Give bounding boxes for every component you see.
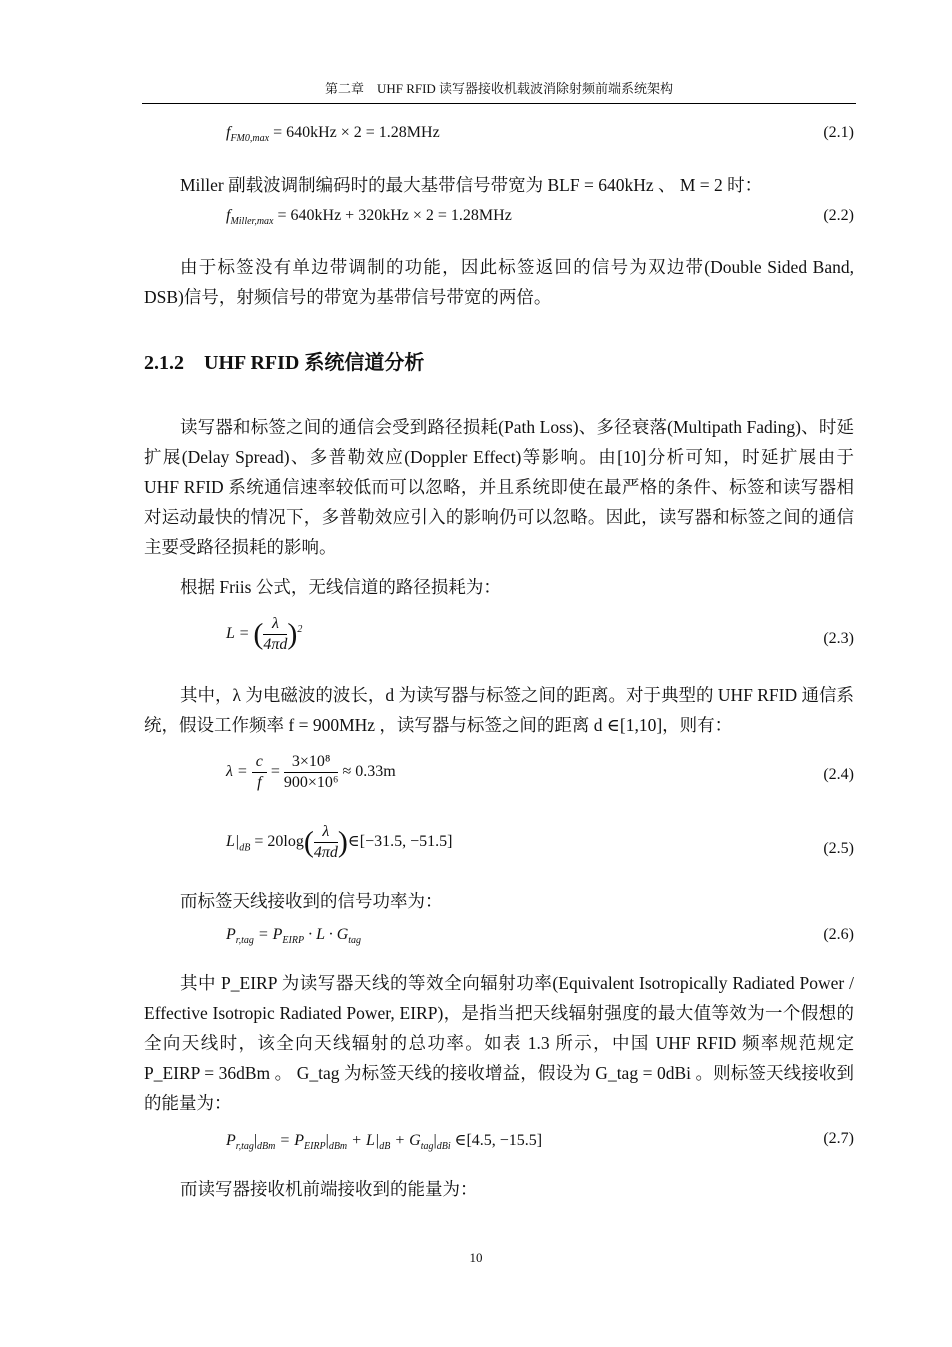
paragraph: 而读写器接收机前端接收到的能量为： bbox=[180, 1179, 478, 1199]
equation-2-3 bbox=[0, 612, 952, 668]
equation-formula: L = ( $\frac{\lambda}{4\pi d}$ )$^2$ bbox=[226, 615, 303, 653]
equation-2-5 bbox=[0, 822, 952, 878]
equation-formula: $f_{FM0,max} = 640kHz \times 2 = 1.28MHz$ bbox=[226, 124, 440, 145]
equation-2-7 bbox=[0, 1130, 952, 1170]
paragraph: Miller 副载波调制编码时的最大基带信号带宽为 BLF = 640kHz 、 M = 2 时： bbox=[180, 175, 763, 195]
equation-formula: $P_{r,tag} = P_{EIRP} \cdot L \cdot G_{tag}$ bbox=[226, 926, 362, 947]
paragraph: 读写器和标签之间的通信会受到路径损耗(Path Loss)、多径衰落(Multipath Fading)、时延扩展(Delay Spread)、多普勒效应(Doppler Effect)等影响。由[10]分析可知，时延扩展由于 UHF RFID 系统通信速率较低而可以忽略，并且系统即使在最严格的条件、标签和读写器相对运动最快的情况下，多普勒效应引入的影响仍可以忽略。因此，读写器和标签之间的通信主要受路径损耗的影响。 bbox=[144, 417, 854, 557]
equation-number: (2.1) bbox=[823, 124, 854, 141]
equation-number: (2.4) bbox=[823, 766, 854, 783]
equation-number: (2.2) bbox=[823, 207, 854, 224]
equation-formula: $P_{r,tag}|_{dBm} = P_{EIRP}|_{dBm} + L|_{dB} + G_{tag}|_{dBi}$ ∈[4.5, −15.5] bbox=[226, 1132, 543, 1153]
paragraph: 其中 P_EIRP 为读写器天线的等效全向辐射功率(Equivalent Isotropically Radiated Power / Effective Isotropic Radiated Power, EIRP)，是指当把天线辐射强度的最大值等效为一个假想的全向天线时，该全向天线辐射的总功率。如表 1.3 所示，中国 UHF RFID 频率规范规定 P_EIRP = 36dBm 。 G_tag 为标签天线的接收增益，假设为 G_tag = 0dBi 。则标签天线接收到的能量为： bbox=[144, 973, 854, 1113]
equation-2-1 bbox=[0, 124, 952, 164]
equation-formula: $L|_{dB} = 20\log$( $\frac{\lambda}{4\pi d}$ )∈[−31.5, −51.5] bbox=[226, 823, 453, 861]
running-header: 第二章 UHF RFID 读写器接收机载波消除射频前端系统架构 bbox=[142, 78, 856, 104]
paragraph: 根据 Friis 公式，无线信道的路径损耗为： bbox=[180, 577, 501, 597]
equation-number: (2.3) bbox=[823, 630, 854, 647]
equation-number: (2.5) bbox=[823, 840, 854, 857]
paragraph: 其中，λ 为电磁波的波长，d 为读写器与标签之间的距离。对于典型的 UHF RFID 通信系统，假设工作频率 f = 900MHz ，读写器与标签之间的距离 d ∈[1,10]，则有： bbox=[144, 685, 854, 735]
equation-number: (2.6) bbox=[823, 926, 854, 943]
equation-formula: $f_{Miller,max} = 640kHz + 320kHz \times 2 = 1.28MHz$ bbox=[226, 207, 512, 228]
section-heading: 2.1.2 UHF RFID 系统信道分析 bbox=[144, 352, 425, 374]
equation-number: (2.7) bbox=[823, 1130, 854, 1147]
equation-2-2 bbox=[0, 207, 952, 247]
paragraph: 而标签天线接收到的信号功率为： bbox=[180, 891, 443, 911]
equation-2-6 bbox=[0, 926, 952, 966]
page-number: 10 bbox=[469, 1250, 483, 1265]
equation-formula: λ = $\frac{c}{f}$ = $\frac{\text{3×10⁸}}{\text{900×10⁶}}$ ≈ 0.33m bbox=[226, 753, 396, 791]
equation-2-4 bbox=[0, 752, 952, 808]
paragraph: 由于标签没有单边带调制的功能，因此标签返回的信号为双边带(Double Sided Band, DSB)信号，射频信号的带宽为基带信号带宽的两倍。 bbox=[144, 257, 854, 307]
